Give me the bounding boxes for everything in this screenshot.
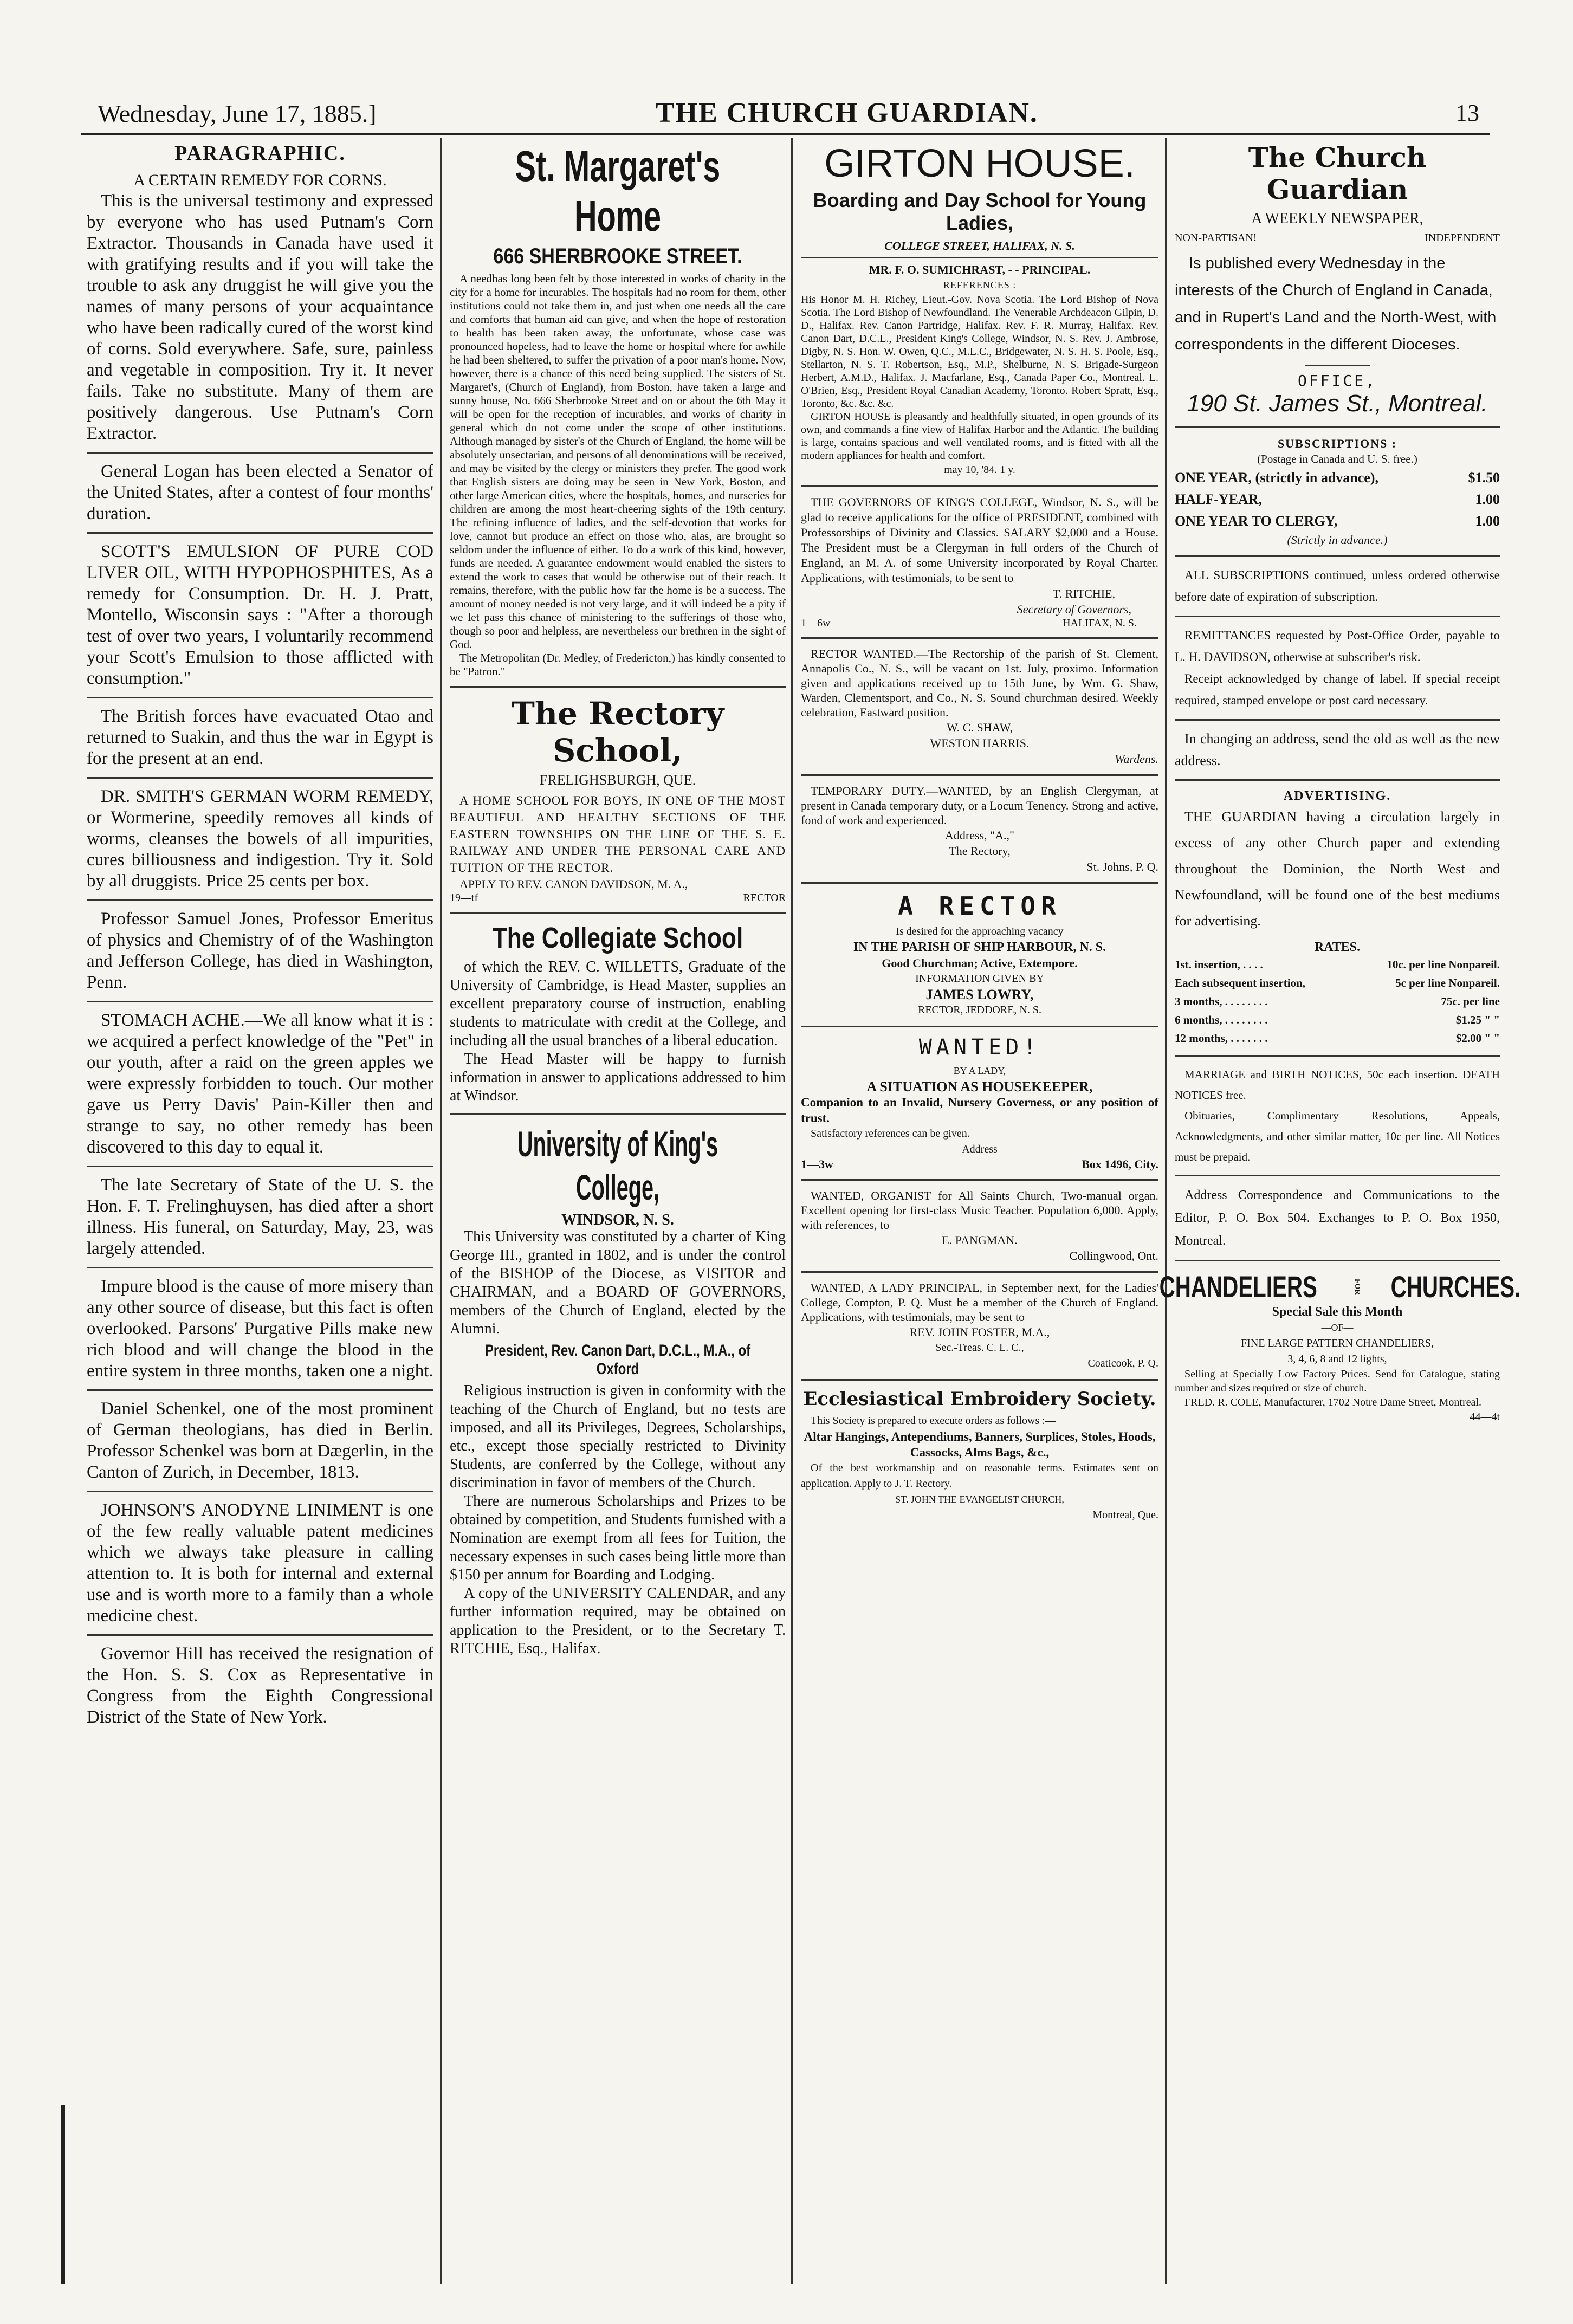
ad-body: There are numerous Scholarships and Prizes to be obtained by competition, and Students furnished with a Nomination are exempt from all fees for Tuition, the necessary expenses in such cases being little more than $150 per annum for Boarding and Lodging. [450, 1493, 786, 1583]
ad-ref: 1—6w [801, 617, 831, 629]
ad-signature: Sec.-Treas. C. L. C., [935, 1342, 1024, 1354]
paragraph: Professor Samuel Jones, Professor Emeritus of physics and Chemistry of of the Washington and Jefferson College, has died in Washington, Penn. [87, 909, 433, 992]
ad-body: A HOME SCHOOL FOR BOYS, IN ONE OF THE MOST BEAUTIFUL AND HEALTHY SECTIONS OF THE EASTERN TOWNSHIPS ON THE LINE OF THE S. E. RAILWAY AND UNDER THE PERSONAL CARE AND TUITION OF THE RECTOR. [450, 794, 786, 875]
ad-rate-row: 6 months, . . . . . . . . $1.25 " " [1175, 1013, 1500, 1026]
paper-notice: Receipt acknowledged by change of label. If special receipt required, stamped envelope or post card necessary. [1175, 672, 1500, 707]
advertising-body: THE GUARDIAN having a circulation largely in excess of any other Church paper and extending throughout the Dominion, the North West and Newfoundland, will be found one of the best mediums for advertising. [1175, 809, 1500, 929]
column-rule [440, 138, 442, 2284]
paragraph: DR. SMITH'S GERMAN WORM REMEDY, or Wormerine, speedily removes all kinds of worms, cleanses the bowels of all impurities, cures billiousness and indigestion. Try it. Sold by all druggists. Price 25 cents per box. [87, 787, 433, 891]
ad-refs: His Honor M. H. Richey, Lieut.-Gov. Nova Scotia. The Lord Bishop of Nova Scotia. The Lord Bishop of Newfoundland. The Venerable Archdeacon Gilpin, D. D., Halifax. Rev. Canon Partridge, Halifax. Rev. F. R. Murray, Halifax. Rev. Canon Dart, D.C.L., President King's College, Windsor, N. S. Rev. J. Ambrose, Digby, N. S. Hon. W. Owen, Q.C., M.L.C., Bridgewater, N. S. H. S. Poole, Esq., Stellarton, N. S. T. Robertson, Esq., M.P., Shelburne, N. S. Brigade-Surgeon Herbert, A.M.D., Halifax. J. Macfarlane, Esq., Canada Paper Co., Montreal. L. O'Brien, Esq., President Royal Canadian Academy, Toronto. Robert Spratt, Esq., Toronto, &c. &c. &c. [801, 294, 1158, 410]
ad-body: The Head Master will be happy to furnish information in answer to applications addressed to him at Windsor. [450, 1051, 786, 1104]
ad-body: This Society is prepared to execute orders as follows :— [811, 1415, 1056, 1427]
ad-address: 666 SHERBROOKE STREET. [493, 244, 742, 268]
ad-line: Address [962, 1143, 998, 1155]
advertising-heading: ADVERTISING. [1283, 789, 1391, 803]
ad-body: WANTED, ORGANIST for All Saints Church, Two-manual organ. Excellent opening for first-class Music Teacher. Population 6,000. Apply, with references, to [801, 1189, 1158, 1232]
ad-signature: WESTON HARRIS. [930, 736, 1030, 750]
ad-line: RECTOR, JEDDORE, N. S. [918, 1004, 1041, 1016]
ad-body: GIRTON HOUSE is pleasantly and healthfully situated, in open grounds of its own, and commands a fine view of Halifax Harbor and the Atlantic. The building is large, contains spacious and well ventilated rooms, and is fitted with all the modern appliances for health and comfort. [801, 411, 1158, 462]
ad-rate-row: 12 months, . . . . . . . $2.00 " " [1175, 1032, 1500, 1045]
ad-president: President, Rev. Canon Dart, D.C.L., M.A., of Oxford [484, 1342, 751, 1378]
page-header [81, 95, 1490, 135]
ad-line: IN THE PARISH OF SHIP HARBOUR, N. S. [853, 940, 1106, 954]
ad-body: A needhas long been felt by those interested in works of charity in the city for a home for incurables. The hospitals had no room for them, other institutions could not take them in, and just when one needs all the care and comforts that human aid can give, and when the hope of restoration to health has been taken away, the unfortunate, whose case was pronounced hopeless, had to leave the home or hospital where for awhile he had been sheltered, to suffer the privation of a poor man's home. Now, however, there is a chance of this need being supplied. The sisters of St. Margaret's, (Church of England), from Boston, have taken a large and sunny house, No. 666 Sherbrooke Street and on or about the 6th May it will be open for the reception of incurables, and works of charity in general which do not come under the scope of other institutions. Although managed by sister's of the Church of England, the home will be absolutely unsectarian, and persons of all denominations will be received, and may be visited by the clergy or ministers they prefer. The good work that English sisters are doing may be seen in New York, Boston, and other large American cities, where the hospitals, homes, and nurseries for children are among the most heart-cheering sights of the 19th century. The refining influence of ladies, and the self-devotion that works for love, cannot but produce an effect on those who, alas, are brought so seldom under the influence of either. To do a work of this kind, however, funds are needed. A guarantee endowment would enabled the sisters to extend the work to cases that would be otherwise out of their reach. It remains, therefore, with the public how far the home is be a success. The amount of money needed is not very large, and it will indeed be a pity if we let pass this chance of ministering to the sufferings of those who, though so poor and helpless, are nevertheless our brethren in the sight of God. [450, 272, 786, 651]
paragraph: STOMACH ACHE.—We all know what it is : we acquired a perfect knowledge of the "Pet" in our youth, after a raid on the green apples we were expressly forbidden to touch. Our mother gave us Perry Davis' Pain-Killer then and strange to say, no other remedy has been discovered to this day to equal it. [87, 1011, 433, 1157]
ad-body: of which the REV. C. WILLETTS, Graduate of the University of Cambridge, is Head Master, supplies an excellent preparatory course of instruction, enabling students to matriculate with credit at the College, and including all the usual branches of a liberal education. [450, 959, 786, 1049]
ad-title-rectory-school: The Rectory School, [511, 695, 724, 769]
ad-title-girton-house: GIRTON HOUSE. [824, 142, 1135, 185]
column-notices [801, 138, 1158, 2284]
column-schools [450, 138, 786, 2284]
office-address: 190 St. James St., Montreal. [1187, 390, 1488, 417]
header-date: Wednesday, June 17, 1885.] [98, 100, 377, 127]
ad-line: Special Sale this Month [1272, 1305, 1403, 1319]
ad-body: TEMPORARY DUTY.—WANTED, by an English Clergyman, at present in Canada temporary duty, or a Locum Tenency. Strong and active, fond of work and experienced. [801, 784, 1158, 827]
paragraph: This is the universal testimony and expressed by everyone who has used Putnam's Corn Extractor. Thousands in Canada have used it with gratifying results and if you will take the trouble to ask any druggist he will give you the names of many persons of your acquaintance who have been radically cured of the worst kind of corns. Sold everywhere. Safe, sure, painless and vegetable in composition. Try it. It never fails. Take no substitute. Many of them are positively dangerous. Use Putnam's Corn Extractor. [87, 191, 433, 443]
rate-row: HALF-YEAR, 1.00 [1175, 491, 1500, 507]
ad-address: COLLEGE STREET, HALIFAX, N. S. [884, 239, 1075, 253]
subscriptions-note: (Postage in Canada and U. S. free.) [1257, 452, 1417, 465]
paper-description: Is published every Wednesday in the interests of the Church of England in Canada, and in Rupert's Land and the North-West, with correspondents in the different Dioceses. [1175, 255, 1497, 353]
ad-signature: RECTOR [743, 892, 786, 904]
ad-principal: MR. F. O. SUMICHRAST, - - PRINCIPAL. [869, 263, 1091, 276]
margin-mark [61, 2105, 65, 2284]
ad-signature: REV. JOHN FOSTER, M.A., [909, 1325, 1050, 1339]
ad-title-st-margarets: St. Margaret's Home [515, 142, 721, 240]
ad-line: A SITUATION AS HOUSEKEEPER, [866, 1079, 1093, 1095]
ad-address: The Rectory, [949, 844, 1011, 858]
chandeliers-title: CHANDELIERS FOR CHURCHES. [1159, 1270, 1521, 1304]
ad-ref: 1—3w [801, 1157, 833, 1171]
ad-contact: APPLY TO REV. CANON DAVIDSON, M. A., [459, 877, 688, 891]
section-heading: PARAGRAPHIC. [174, 142, 346, 165]
ad-line: Is desired for the approaching vacancy [896, 925, 1064, 937]
rate-row: ONE YEAR TO CLERGY, 1.00 [1175, 513, 1500, 529]
ad-body: This University was constituted by a charter of King George III., granted in 1802, and is under the control of the BISHOP of the Diocese, as VISITOR and CHAIRMAN, and a BOARD OF GOVERNORS, members of the Church of England, elected by the Alumni. [450, 1228, 786, 1337]
column-paragraphic [87, 138, 433, 2284]
ad-address: Box 1496, City. [1082, 1157, 1158, 1171]
paragraph: Impure blood is the cause of more misery than any other source of disease, but this fact is often overlooked. Parsons' Purgative Pills make new rich blood and will change the blood in the entire system in three months, taken one a night. [87, 1277, 433, 1381]
ad-body: Religious instruction is given in conformity with the teaching of the Church of England, but no tests are imposed, and all its Privileges, Degrees, Scholarships, etc., except those specially restricted to Divinity Students, are conferred by the College, without any discrimination in favor of members of the Church. [450, 1382, 786, 1491]
ad-date: may 10, '84. 1 y. [944, 464, 1015, 476]
ad-title-wanted: WANTED! [918, 1035, 1041, 1060]
paragraph: General Logan has been elected a Senator of the United States, after a contest of four months' duration. [87, 462, 433, 523]
ad-line: —OF— [1321, 1322, 1354, 1333]
ad-line: 3, 4, 6, 8 and 12 lights, [1287, 1353, 1387, 1365]
ad-ref: 44—4t [1470, 1411, 1500, 1423]
ad-body: The Metropolitan (Dr. Medley, of Fredericton,) has kindly consented to be "Patron." [450, 651, 786, 678]
ad-signature: FRED. R. COLE, Manufacturer, 1702 Notre Dame Street, Montreal. [1184, 1396, 1481, 1408]
paper-title: The Church Guardian [1248, 141, 1427, 205]
ad-body: RECTOR WANTED.—The Rectorship of the parish of St. Clement, Annapolis Co., N. S., will be vacant on 1st. July, proximo. Information given and applications received up to 15th June, by Wm. G. Shaw, Warden, Clementsport, and Co., N. S. Sound churchman desired. Weekly celebration, Eastward position. [801, 647, 1158, 719]
paragraph: SCOTT'S EMULSION OF PURE COD LIVER OIL, WITH HYPOPHOSPHITES, As a remedy for Consumption. Dr. H. J. Pratt, Montello, Wisconsin says : "After a thorough test of over two years, I voluntarily recommend your Scott's Emulsion to those afflicted with consumption." [87, 542, 433, 688]
paragraph: Governor Hill has received the resignation of the Hon. S. S. Cox as Representative in Congress from the Eighth Congressional District of the State of New York. [87, 1644, 433, 1727]
ad-rate-row: 1st. insertion, . . . . 10c. per line Nonpareil. [1175, 958, 1500, 971]
header-title: THE CHURCH GUARDIAN. [656, 98, 1038, 128]
ad-signature: Secretary of Governors, [1017, 603, 1131, 616]
ad-items: Altar Hangings, Antependiums, Banners, Surplices, Stoles, Hoods, Cassocks, Alms Bags, &c., [804, 1430, 1156, 1459]
ad-body: THE GOVERNORS OF KING'S COLLEGE, Windsor, N. S., will be glad to receive applications for the office of PRESIDENT, combined with Professorships of Divinity and Classics. SALARY $2,000 and a House. The President must be a Clergyman in full orders of the Church of England, an M. A. of some University incorporated by Royal Charter. Applications, with testimonials, to be sent to [801, 495, 1158, 585]
ad-signature: Coaticook, P. Q. [1087, 1357, 1158, 1369]
ad-body: A copy of the UNIVERSITY CALENDAR, and any further information required, may be obtained on application to the President, or to the Secretary T. RITCHIE, Esq., Halifax. [450, 1585, 786, 1657]
paper-notice: MARRIAGE and BIRTH NOTICES, 50c each insertion. DEATH NOTICES free. [1175, 1068, 1500, 1102]
ad-rate-row: 3 months, . . . . . . . . 75c. per line [1175, 995, 1500, 1008]
ad-signature: W. C. SHAW, [947, 721, 1013, 734]
paragraph: JOHNSON'S ANODYNE LINIMENT is one of the few really valuable patent medicines which we always take pleasure in calling attention to. It is both for internal and external use and is worth more to a family than a whole medicine chest. [87, 1500, 433, 1626]
ad-subtitle: Boarding and Day School for Young Ladies, [813, 189, 1147, 234]
ad-signature: HALIFAX, N. S. [1063, 617, 1137, 629]
paper-notice: Obituaries, Complimentary Resolutions, Appeals, Acknowledgments, and other similar matter, 10c per line. All Notices must be prepaid. [1175, 1109, 1500, 1163]
ad-signature: T. RITCHIE, [1052, 587, 1115, 600]
ad-signature: Wardens. [1115, 752, 1158, 766]
header-page-number: 13 [1455, 100, 1479, 126]
ad-title-collegiate-school: The Collegiate School [492, 922, 743, 954]
office-label: OFFICE, [1297, 372, 1377, 390]
ad-line: FINE LARGE PATTERN CHANDELIERS, [1241, 1337, 1434, 1349]
paper-notice: Address Correspondence and Communications to the Editor, P. O. Box 504. Exchanges to P. O. Box 1950, Montreal. [1175, 1188, 1500, 1248]
ad-title-embroidery-society: Ecclesiastical Embroidery Society. [803, 1388, 1156, 1410]
paper-label: INDEPENDENT [1425, 232, 1500, 244]
ad-title-kings-college: University of King's College, [517, 1124, 718, 1207]
paper-weekly: A WEEKLY NEWSPAPER, [1251, 210, 1423, 227]
ad-signature: E. PANGMAN. [942, 1233, 1018, 1247]
ad-body: Selling at Specially Low Factory Prices. Send for Catalogue, stating number and sizes required or size of church. [1175, 1368, 1500, 1394]
ad-signature: Montreal, Que. [1092, 1509, 1158, 1521]
item-heading: A CERTAIN REMEDY FOR CORNS. [133, 171, 387, 189]
rate-row: ONE YEAR, (strictly in advance), $1.50 [1175, 470, 1500, 485]
ad-signature: Collingwood, Ont. [1069, 1249, 1158, 1263]
subscriptions-heading: SUBSCRIPTIONS : [1277, 437, 1397, 450]
paper-notice: In changing an address, send the old as well as the new address. [1175, 731, 1500, 768]
ad-rate-row: Each subsequent insertion, 5c per line Nonpareil. [1175, 976, 1500, 989]
paper-notice: REMITTANCES requested by Post-Office Order, payable to L. H. DAVIDSON, otherwise at subscriber's risk. [1175, 629, 1500, 664]
paper-notice: ALL SUBSCRIPTIONS continued, unless ordered otherwise before date of expiration of subscription. [1175, 568, 1500, 604]
ad-line: INFORMATION GIVEN BY [915, 973, 1044, 985]
column-masthead [1159, 138, 1521, 2284]
ad-body: WANTED, A LADY PRINCIPAL, in September next, for the Ladies' College, Compton, P. Q. Must be a member of the Church of England. Applications, with testimonials, may be sent to [801, 1281, 1158, 1324]
ad-refs-heading: REFERENCES : [943, 280, 1017, 290]
paragraph: The late Secretary of State of the U. S. the Hon. F. T. Frelinghuysen, has died after a short illness. His funeral, on Saturday, May, 23, was largely attended. [87, 1175, 433, 1258]
paragraph: Daniel Schenkel, one of the most prominent of German theologians, has died in Berlin. Professor Schenkel was born at Dægerlin, in the Canton of Zurich, in December, 1813. [87, 1399, 433, 1482]
rates-heading: RATES. [1314, 940, 1361, 954]
ad-ref: 19—tf [450, 892, 478, 904]
paragraph: The British forces have evacuated Otao and returned to Suakin, and thus the war in Egypt is for the present at an end. [87, 707, 433, 768]
column-rule [1165, 138, 1167, 2284]
ad-line: Companion to an Invalid, Nursery Governess, or any position of trust. [801, 1096, 1158, 1125]
ad-line: JAMES LOWRY, [925, 987, 1034, 1002]
ad-address: Address, "A.," [945, 828, 1014, 842]
ad-body: Of the best workmanship and on reasonable terms. Estimates sent on application. Apply to J. T. Rectory. [801, 1462, 1158, 1490]
ad-place: FRELIGHSBURGH, QUE. [539, 772, 696, 788]
paper-label: NON-PARTISAN! [1175, 232, 1257, 244]
ad-title-a-rector: A RECTOR [898, 891, 1061, 921]
subscriptions-strictly: (Strictly in advance.) [1287, 533, 1388, 547]
ad-line: BY A LADY, [953, 1065, 1006, 1076]
ad-address: St. Johns, P. Q. [1086, 860, 1158, 873]
ad-place: WINDSOR, N. S. [561, 1212, 674, 1228]
ad-signature: ST. JOHN THE EVANGELIST CHURCH, [895, 1494, 1064, 1505]
ad-line: Good Churchman; Active, Extempore. [882, 956, 1078, 970]
column-rule [791, 138, 793, 2284]
ad-line: Satisfactory references can be given. [811, 1128, 970, 1140]
